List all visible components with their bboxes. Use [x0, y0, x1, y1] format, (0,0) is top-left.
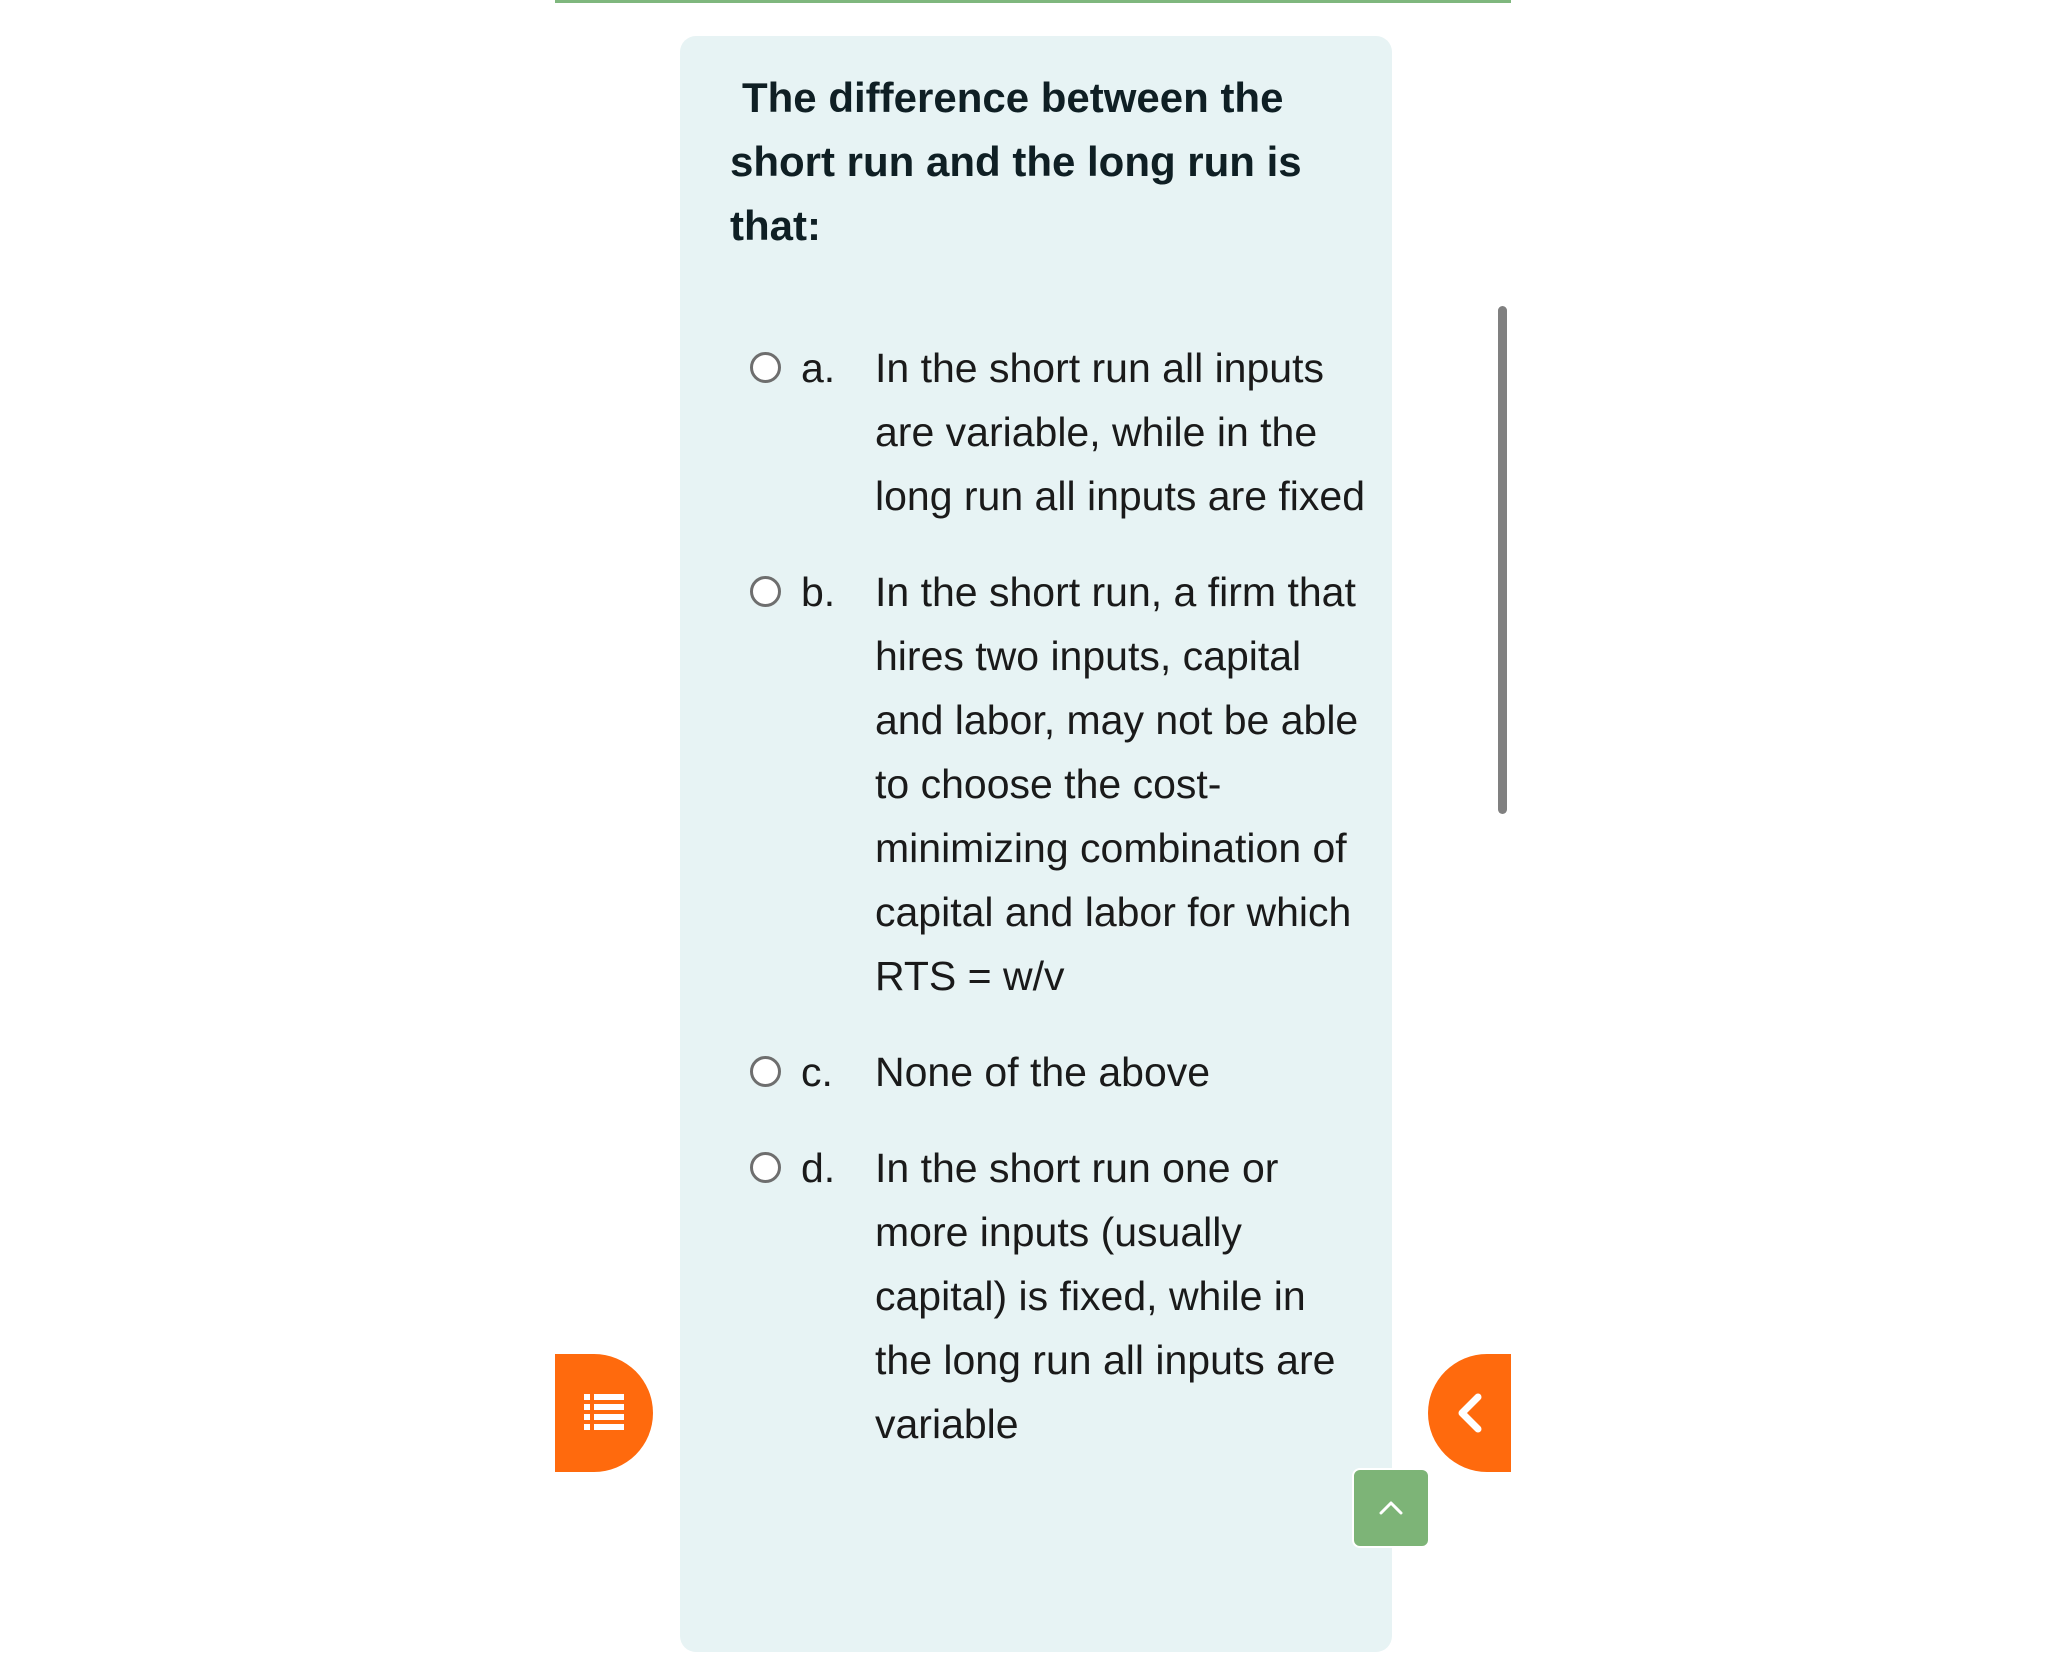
answer-text-c[interactable]: None of the above [875, 1049, 1211, 1095]
answer-letter-c: c. [801, 1049, 833, 1095]
answer-letter-d: d. [801, 1145, 836, 1191]
question-text [730, 66, 1350, 258]
list-icon [584, 1394, 624, 1432]
answer-text-d[interactable]: In the short run one or more inputs (usually capital) is fixed, while in the long run all inputs are variable [875, 1145, 1336, 1447]
radio-button-c[interactable] [750, 1056, 781, 1087]
answer-letter-a: a. [801, 345, 836, 391]
answer-list [750, 336, 1370, 1488]
question-line-1: The difference between the [742, 74, 1284, 121]
answer-option-b[interactable] [750, 560, 1370, 1008]
answer-text-a[interactable]: In the short run all inputs are variable, while in the long run all inputs are fixed [875, 345, 1366, 519]
question-line-rest: short run and the long run is that: [730, 138, 1302, 249]
back-to-top-button[interactable] [1352, 1468, 1430, 1548]
radio-button-a[interactable] [750, 352, 781, 383]
answer-option-c[interactable] [750, 1040, 1370, 1104]
answer-letter-b: b. [801, 569, 836, 615]
chevron-left-icon [1456, 1393, 1484, 1433]
answer-text-b[interactable]: In the short run, a firm that hires two inputs, capital and labor, may not be able to choose the cost- minimizing combination of capital and labor for which RTS = w/v [875, 569, 1359, 999]
answer-option-a[interactable] [750, 336, 1370, 528]
scrollbar-thumb[interactable] [1498, 306, 1507, 814]
radio-button-d[interactable] [750, 1152, 781, 1183]
question-card [680, 36, 1392, 1652]
answer-option-d[interactable] [750, 1136, 1370, 1456]
header-divider [555, 0, 1511, 3]
chevron-up-icon [1378, 1500, 1404, 1516]
radio-button-b[interactable] [750, 576, 781, 607]
